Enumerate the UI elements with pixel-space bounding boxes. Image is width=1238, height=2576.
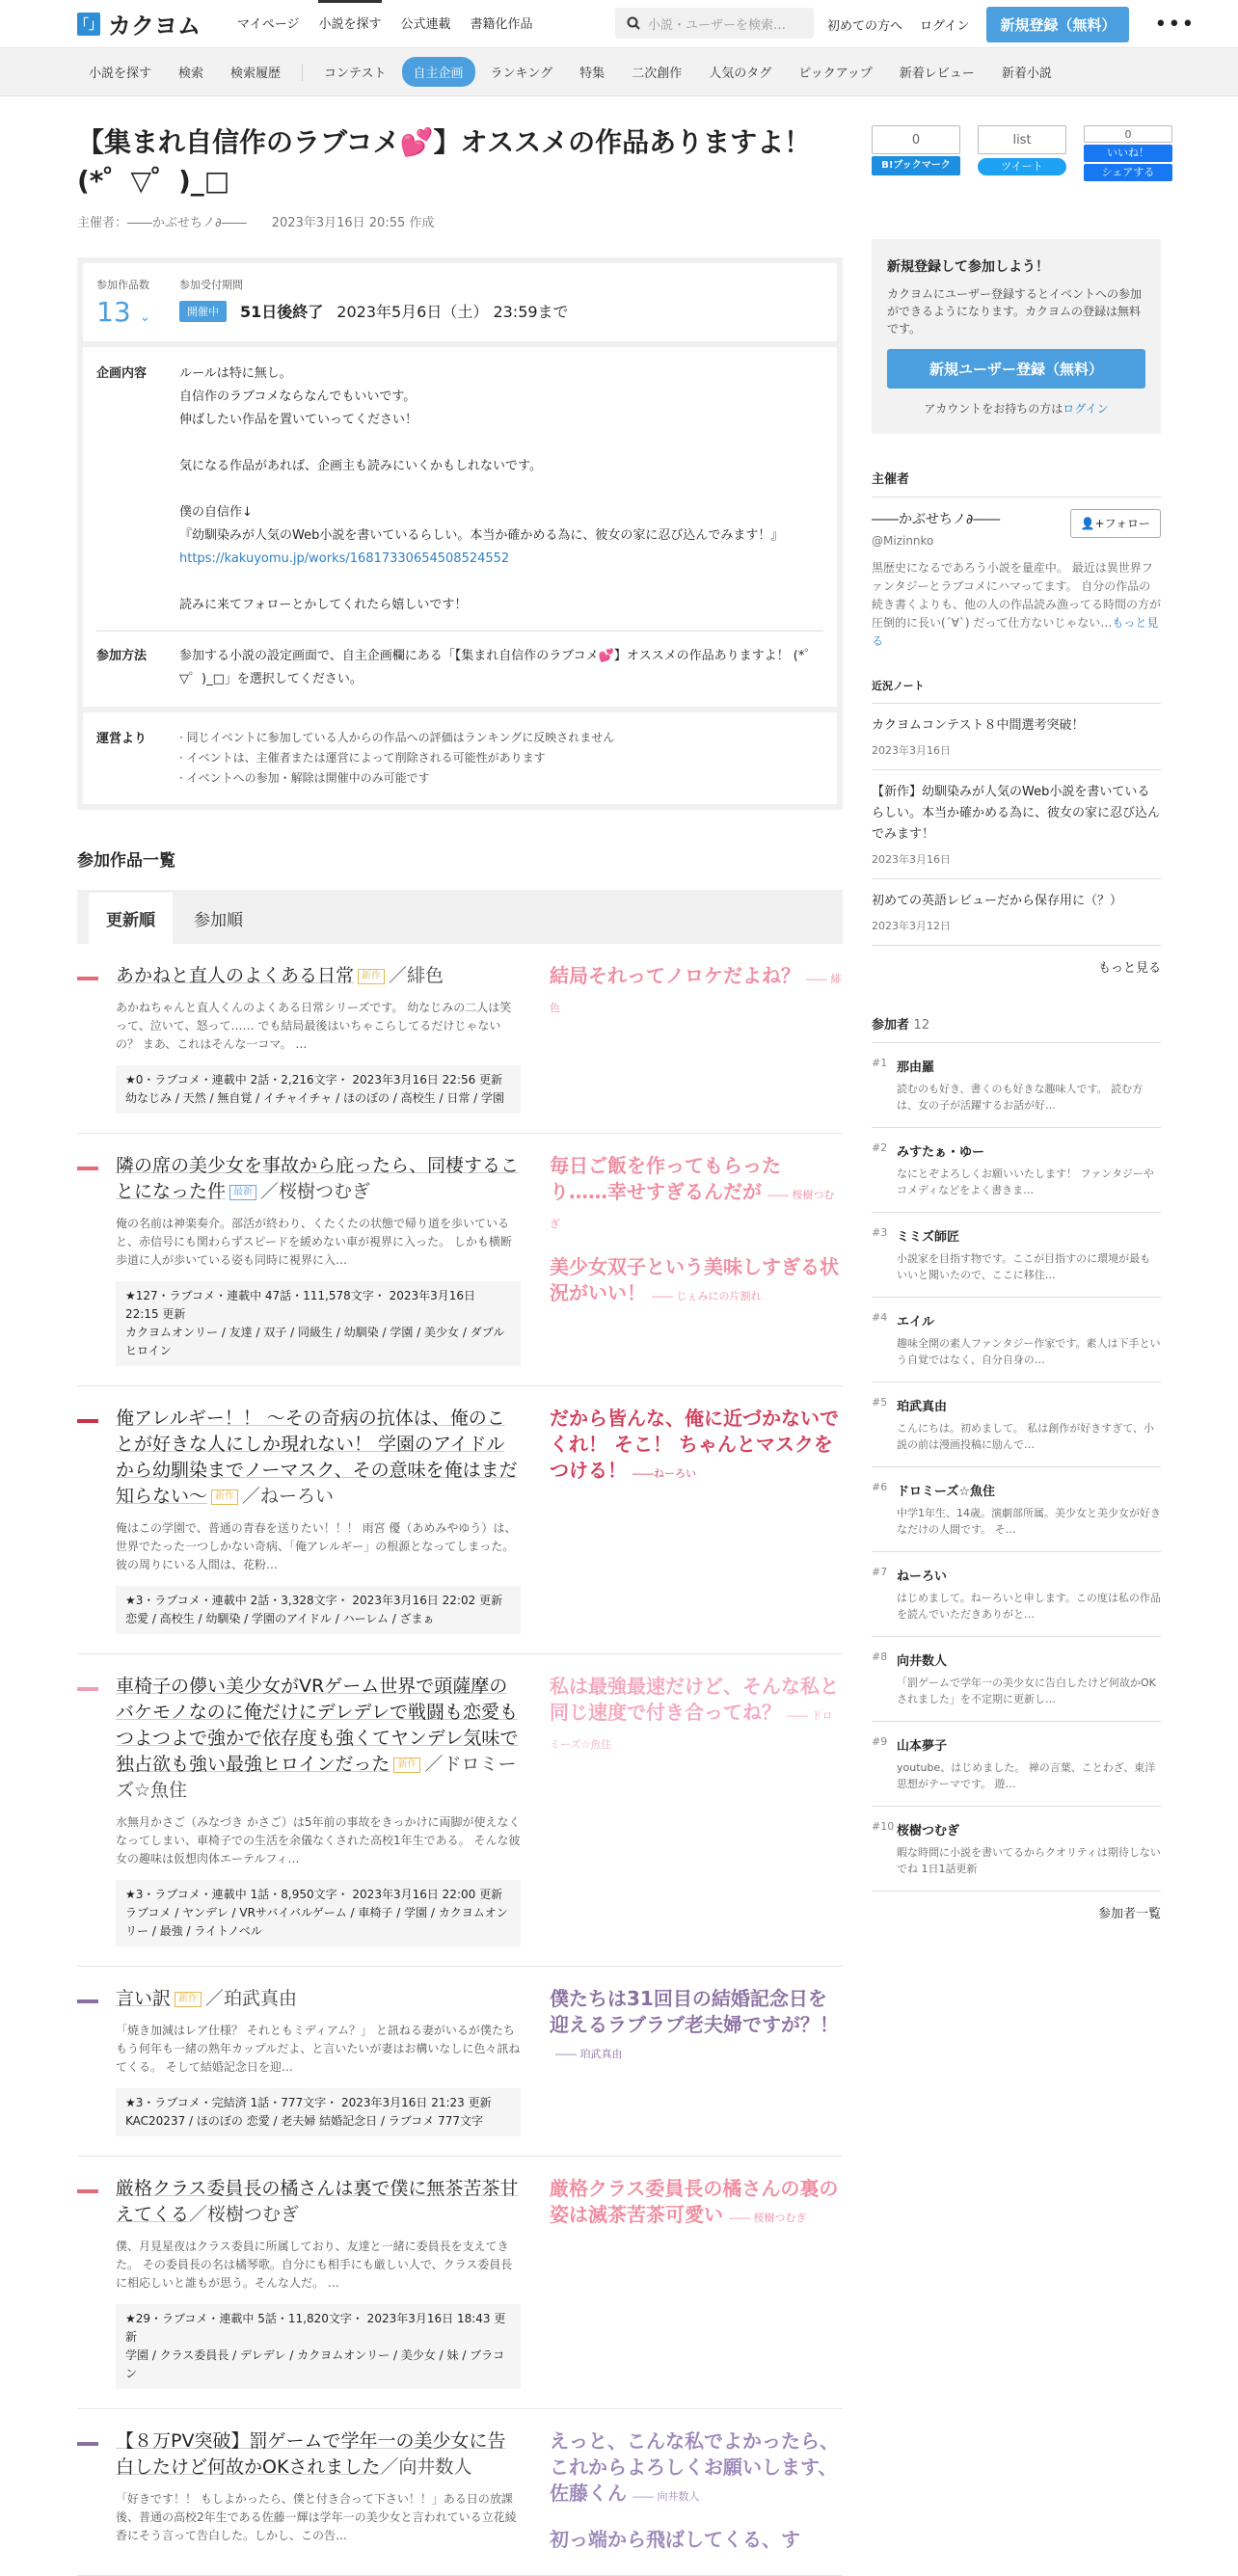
work-stats: ★3・ラブコメ・完結済 1話・777文字・ 2023年3月16日 21:23 更新	[125, 2096, 492, 2109]
work-badge: 新作	[175, 1992, 202, 2007]
host-label: 主催者：	[77, 216, 128, 230]
work-stats: ★0・ラブコメ・連載中 2話・2,216文字・ 2023年3月16日 22:56 更新	[125, 1073, 503, 1087]
participant-item[interactable]	[872, 1467, 1161, 1552]
content-body	[179, 362, 823, 617]
host-name[interactable]: ――かぶせちノ∂――	[872, 512, 1001, 527]
note-title: 初めての英語レビューだから保存用に（？）	[872, 894, 1123, 908]
work-stats: ★3・ラブコメ・連載中 2話・3,328文字・ 2023年3月16日 22:02 更新	[125, 1594, 503, 1607]
main-nav	[228, 0, 543, 48]
chevron-down-icon: ⌄	[139, 309, 151, 325]
subnav-find[interactable]: 小説を探す	[89, 67, 152, 81]
participants-count: 12	[913, 1018, 930, 1033]
work-info	[116, 1586, 521, 1634]
works-heading: 参加作品一覧	[77, 851, 175, 871]
work-summary: 「焼き加減はレア仕様？ それともミディアム？」 と訊ねる妻がいるが僕たちもう何年も一緒の熟年カップルだよ、と言いたいが妻はお構いなしに色々訊ねてくる。 そして結婚記念日を迎…	[116, 2024, 521, 2074]
work-badge: 新作	[211, 1489, 238, 1505]
participant-number: #8	[872, 1650, 888, 1663]
host-link[interactable]: ――かぶせちノ∂――	[127, 216, 247, 230]
work-item	[77, 2157, 843, 2409]
more-menu-icon[interactable]: •••	[1154, 12, 1196, 37]
participant-number: #1	[872, 1057, 888, 1069]
content-line: 自信作のラブコメならなんでもいいです。	[179, 389, 417, 404]
participant-desc: はじめまして。ねーろいと申します。この度は私の作品を読んでいただきありがと…	[897, 1592, 1161, 1621]
content-line: 僕の自信作↓	[179, 505, 253, 520]
work-summary: 水無月かさご（みなづき かさご）は5年前の事故をきっかけに両脚が使えなくなってしまい、車椅子での生活を余儀なくされた高校1年生である。 そんな彼女の趣味は仮想肉体エーテルフィ…	[116, 1815, 521, 1865]
login-link[interactable]: ログイン	[920, 18, 970, 34]
content-line: ルールは特に無し。	[179, 366, 292, 381]
event-meta	[77, 212, 843, 230]
participant-number: #10	[872, 1820, 895, 1833]
subnav-contest[interactable]: コンテスト	[324, 67, 387, 81]
work-title[interactable]: 隣の席の美少女を事故から庇ったら、同棲することになった件	[116, 1155, 520, 1202]
work-author[interactable]: ／緋色	[389, 965, 444, 986]
like-button[interactable]: いいね！	[1084, 145, 1172, 162]
work-tags[interactable]: 幼なじみ / 天然 / 無自覚 / イチャイチャ / ほのぼの / 高校生 / 日常 / 学園	[125, 1091, 504, 1105]
logo[interactable]	[77, 7, 201, 40]
catch-text: 初っ端から飛ばしてくる、す	[550, 2528, 800, 2551]
logo-text: カクヨム	[108, 13, 201, 40]
host-id: @Mizinnko	[872, 534, 934, 548]
work-tags[interactable]: KAC20237 / ほのぼの 恋愛 / 老夫婦 結婚記念日 / ラブコメ 777文字	[125, 2114, 483, 2128]
content-line: 読みに来てフォローとかしてくれたら嬉しいです！	[179, 598, 468, 612]
work-stats: ★29・ラブコメ・連載中 5話・11,820文字・ 2023年3月16日 18:43 更新	[125, 2312, 506, 2344]
op-note: 同じイベントに参加している人からの作品への評価はランキングに反映されません	[186, 731, 615, 744]
work-catchphrase[interactable]	[550, 2176, 843, 2231]
work-summary: 俺はこの学園で、普通の青春を送りたい！！！ 雨宮 優（あめみやゆう）は、世界でたった一つしかない奇病、「俺アレルギー」の根源となってしまった。 彼の周りにいる人間は、花粉…	[116, 1521, 517, 1571]
host-bio: 黒歴史になるであろう小説を量産中。 最近は異世界ファンタジーとラブコメにハマってます。 自分の作品の続き書くよりも、他の人の作品読み漁ってる時間の方が圧倒的に長い(´∀`) だって仕方ないじゃない…	[872, 561, 1162, 630]
search-icon	[627, 16, 640, 30]
catch-text: 毎日ご飯を作ってもらった り……幸せすぎるんだが	[550, 1154, 781, 1203]
participant-item[interactable]	[872, 1637, 1161, 1722]
work-badge: 新作	[358, 969, 385, 984]
notes-list	[872, 704, 1161, 946]
participant-item[interactable]	[872, 1298, 1161, 1382]
participant-number: #2	[872, 1141, 888, 1154]
sidebar-login-link[interactable]: ログイン	[1063, 402, 1109, 416]
catch-text: だから皆んな、俺に近づかないでくれ！ そこ！ ちゃんとマスクをつける！	[550, 1407, 839, 1482]
tab-joined[interactable]: 参加順	[194, 911, 243, 930]
notes-more-link[interactable]: もっと見る	[1097, 961, 1161, 976]
participant-name[interactable]: ミミズ師匠	[897, 1230, 960, 1245]
work-catchphrase[interactable]	[550, 1153, 843, 1237]
event-panel: 参加作品数 13 ⌄ 参加受付期間 開催中 51日後終了 2023年5月6日（土） 23:59まで 企画内容 ルールは特に無し。 自信作のラブコメならなんでもいいです。 伸ばしたい作品を置いていってください！ 気になる作品があれば、企画主も読みにいくかもしれないです。 僕の自信作↓ 『幼馴染みが人気のWeb小説を書いているらしい。本当か確かめる為に、彼女の家に忍び込んでみます！』 https://kakuyomu.jp/works/16817330654508524552 読みに来てフォローとかしてくれたら嬉しいです！ 参加方法 参加する小説の設定画面で、自主企画欄にある「【集まれ自信作のラブコメ💕】オススメの作品ありますよ！ (*゜▽゜)_□」を選択してください。 運営より · 同じイベントに参加している人からの作品への評価はランキングに反映されません · イベントは、主催者または運営によって削除される可能性があります · イベントへの参加・解除は開催中のみ可能です	[77, 257, 843, 810]
work-author[interactable]: ／珀武真由	[205, 1988, 298, 2009]
subnav-feature[interactable]: 特集	[579, 67, 606, 81]
work-tags[interactable]: 恋愛 / 高校生 / 幼馴染 / 学園のアイドル / ハーレム / ざまぁ	[125, 1612, 435, 1625]
op-label: 運営より	[96, 732, 148, 746]
participant-name[interactable]: 珀武真由	[897, 1400, 948, 1414]
work-catchphrase[interactable]	[550, 1674, 843, 1758]
work-color-mark	[77, 1999, 98, 2003]
work-color-mark	[77, 977, 98, 980]
subnav-tags[interactable]: 人気のタグ	[709, 67, 772, 81]
participant-number: #5	[872, 1396, 888, 1409]
catch-author: ―― 緋色	[550, 973, 842, 1014]
participant-item[interactable]	[872, 1213, 1161, 1298]
work-title[interactable]: 言い訳	[116, 1988, 172, 2009]
participant-desc: 趣味全開の素人ファンタジー作家です。素人は下手という自覚ではなく、自分自身の…	[897, 1337, 1161, 1366]
page-title: 【集まれ自信作のラブコメ💕】オススメの作品ありますよ！ (*゜▽゜)_□	[77, 126, 812, 197]
note-item[interactable]	[872, 879, 1161, 946]
period	[179, 277, 569, 322]
nav-find-novels[interactable]: 小説を探す	[309, 0, 390, 48]
subnav-new-novels[interactable]: 新着小説	[1001, 67, 1052, 81]
work-item	[77, 2409, 843, 2576]
work-summary: 僕、月見星夜はクラス委員に所属しており、友達と一緒に委員長を支えてきた。 その委員長の名は橘琴歌。自分にも相手にも厳しい人で、クラス委員長に相応しいと誰もが思う。そんな人だ。 …	[116, 2240, 513, 2290]
work-color-mark	[77, 2189, 98, 2193]
work-catchphrase[interactable]	[550, 1986, 843, 2067]
participant-item[interactable]	[872, 1128, 1161, 1213]
nav-books[interactable]: 書籍化作品	[470, 16, 533, 32]
login-text: アカウントをお持ちの方は	[924, 402, 1063, 416]
method-label: 参加方法	[96, 649, 148, 663]
count-label: 参加作品数	[96, 279, 149, 291]
host-heading: 主催者	[872, 472, 910, 487]
participant-item[interactable]	[872, 1043, 1161, 1128]
work-item	[77, 1654, 843, 1967]
catch-text: 厳格クラス委員長の橘さんの裏の姿は滅茶苦茶可愛い	[550, 2177, 839, 2226]
follow-button[interactable]	[1070, 509, 1161, 538]
logo-mark: 「」	[77, 13, 100, 36]
catch-author: ―― 桜樹つむぎ	[729, 2212, 807, 2224]
work-summary: 俺の名前は神楽奏介。部活が終わり、くたくたの状態で帰り道を歩いていると、赤信号にも関わらずスピードを緩めない車が視界に入った。 しかも横断歩道に人が歩いている姿も同時に視界に入…	[116, 1217, 512, 1267]
catch-text: 僕たちは31回目の結婚記念日を迎えるラブラブ老夫婦ですが？！	[550, 1987, 839, 2036]
participant-name[interactable]: エイル	[897, 1315, 935, 1329]
subnav-new-reviews[interactable]: 新着レビュー	[899, 67, 975, 81]
hatena-bookmark-button[interactable]: B!ブックマーク	[872, 156, 960, 175]
count-value: 13	[96, 296, 131, 328]
work-item	[77, 944, 843, 1134]
fb-share-button[interactable]: シェアする	[1084, 164, 1172, 181]
work-author[interactable]: ／桜樹つむぎ	[260, 1181, 371, 1202]
work-catchphrase[interactable]	[550, 963, 843, 1021]
work-title[interactable]: あかねと直人のよくある日常	[116, 965, 355, 986]
work-author[interactable]: ／向井数人	[380, 2456, 472, 2478]
work-catchphrase[interactable]	[550, 2428, 843, 2509]
sub-nav	[0, 48, 1238, 96]
catch-author: ―― 向井数人	[632, 2490, 700, 2503]
participant-item[interactable]	[872, 1552, 1161, 1637]
join-text: カクヨムにユーザー登録するとイベントへの参加ができるようになります。カクヨムの登録は無料です。	[887, 287, 1143, 335]
tab-updated[interactable]: 更新順	[89, 893, 173, 944]
first-time-link[interactable]: 初めての方へ	[827, 18, 903, 34]
subnav-search[interactable]: 検索	[178, 67, 204, 81]
work-item	[77, 1386, 843, 1654]
participant-number: #7	[872, 1566, 888, 1578]
sidebar	[872, 120, 1161, 1921]
participant-name[interactable]: 那由羅	[897, 1060, 935, 1075]
subnav-ranking[interactable]: ランキング	[490, 67, 553, 81]
op-note: イベントへの参加・解除は開催中のみ可能です	[186, 771, 430, 785]
participant-name[interactable]: 向井数人	[897, 1654, 948, 1669]
catch-author: ―― 珀武真由	[555, 2048, 623, 2060]
note-item[interactable]	[872, 704, 1161, 770]
work-color-mark	[77, 1167, 98, 1170]
method-body: 参加する小説の設定画面で、自主企画欄にある「【集まれ自信作のラブコメ💕】オススメの作品ありますよ！ (*゜▽゜)_□」を選択してください。	[179, 649, 818, 686]
status-badge: 開催中	[179, 301, 227, 322]
bookmark-count: 0	[872, 125, 960, 154]
participant-name[interactable]: 山本夢子	[897, 1739, 948, 1754]
works-list	[77, 944, 843, 2576]
global-header	[0, 0, 1238, 48]
work-stats: ★3・ラブコメ・連載中 1話・8,950文字・ 2023年3月16日 22:00 更新	[125, 1888, 503, 1901]
list-count: list	[978, 125, 1066, 154]
work-badge: 新作	[393, 1758, 420, 1773]
work-item	[77, 1967, 843, 2157]
content-line: 気になる作品があれば、企画主も読みにいくかもしれないです。	[179, 459, 542, 473]
like-count: 0	[1084, 125, 1172, 143]
work-catchphrase[interactable]	[550, 1254, 843, 1309]
catch-author: ―― じぇみにの片割れ	[652, 1290, 762, 1302]
note-title: カクヨムコンテスト８中間選考突破！	[872, 718, 1085, 733]
subnav-fanfic[interactable]: 二次創作	[632, 67, 683, 81]
op-note: イベントは、主催者または運営によって削除される可能性があります	[186, 751, 546, 765]
work-title[interactable]: 【８万PV突破】罰ゲームで学年一の美少女に告白したけど何故かOKされました	[116, 2430, 506, 2478]
nav-mypage[interactable]: マイページ	[237, 16, 300, 32]
participant-number: #4	[872, 1311, 888, 1324]
content-line	[179, 478, 823, 501]
participants-list	[872, 1043, 1161, 1892]
main-column	[77, 120, 843, 2576]
work-catchphrase[interactable]	[550, 2527, 843, 2556]
note-date: 2023年3月16日	[872, 853, 951, 866]
work-color-mark	[77, 1687, 98, 1691]
participant-name[interactable]: ねーろい	[897, 1570, 948, 1584]
user-plus-icon: 👤+	[1080, 517, 1105, 530]
work-badge: 最新	[229, 1185, 256, 1200]
participant-desc: youtube、はじめました。 禅の言葉、ことわざ、東洋思想がテーマです。 遊…	[897, 1761, 1156, 1790]
work-stats: ★127・ラブコメ・連載中 47話・111,578文字・ 2023年3月16日 22:15 更新	[125, 1289, 476, 1321]
participant-number: #3	[872, 1226, 888, 1239]
catch-text: えっと、こんな私でよかったら、これからよろしくお願いします、佐藤くん	[550, 2429, 839, 2505]
catch-author: ―― ドロミーズ☆魚住	[550, 1709, 833, 1751]
remaining: 51日後終了	[240, 303, 324, 321]
work-catchphrase[interactable]	[550, 1406, 843, 1487]
works-tabs	[77, 890, 843, 944]
join-title: 新規登録して参加しよう！	[887, 259, 1049, 275]
content-label: 企画内容	[96, 366, 148, 381]
work-author[interactable]: ／ねーろい	[242, 1486, 335, 1507]
nav-official[interactable]: 公式連載	[400, 16, 451, 32]
bio-more-link[interactable]: もっと見る	[872, 616, 1159, 648]
participant-item[interactable]	[872, 1722, 1161, 1807]
participant-desc: こんにちは。初めまして。 私は創作が好きすぎて、小説の前は漫画投稿に励んで…	[897, 1422, 1155, 1451]
participants-more-link[interactable]: 参加者一覧	[1097, 1907, 1161, 1921]
signup-button[interactable]: 新規ユーザー登録（無料）	[887, 349, 1145, 389]
register-button[interactable]: 新規登録（無料）	[986, 7, 1129, 42]
participants-heading: 参加者	[872, 1018, 910, 1033]
participant-desc: 「罰ゲームで学年一の美少女に告白したけど何故かOKされました」を不定期に更新し…	[897, 1677, 1156, 1705]
work-info	[116, 1065, 521, 1114]
participant-desc: 中学1年生、14歳。演劇部所属。美少女と美少女が好きなだけの人間です。 そ…	[897, 1507, 1161, 1536]
work-summary: 「好きです！！ もしよかったら、僕と付き合って下さい！！」ある日の放課後、普通の高校2年生である佐藤一輝は学年一の美少女と言われている立花綾香にそう言って告白した。しかし、この告…	[116, 2492, 517, 2542]
notes-heading: 近況ノート	[872, 680, 925, 692]
work-color-mark	[77, 2442, 98, 2446]
catch-text: 私は最強最速だけど、そんな私と同じ速度で付き合ってね？	[550, 1675, 839, 1724]
participant-number: #6	[872, 1481, 888, 1493]
work-summary: あかねちゃんと直人くんのよくある日常シリーズです。 幼なじみの二人は笑って、泣いて、怒って…… でも結局最後はいちゃこらしてるだけじゃないの？ まあ、これはそんな一コマ。 …	[116, 1001, 512, 1051]
note-item[interactable]	[872, 770, 1161, 879]
content-line	[179, 432, 823, 455]
catch-text: 結局それってノロケだよね？	[550, 964, 800, 987]
work-info	[116, 2088, 521, 2136]
work-title[interactable]: 厳格クラス委員長の橘さんは裏で僕に無茶苦茶甘えてくる	[116, 2178, 519, 2225]
participant-number: #9	[872, 1735, 888, 1748]
catch-author: ――ねーろい	[632, 1467, 696, 1480]
participant-name[interactable]: 桜樹つむぎ	[897, 1824, 960, 1838]
work-title[interactable]: 俺アレルギー！！ ～その奇病の抗体は、俺のことが好きな人にしか現れない！ 学園のアイドルから幼馴染までノーマスク、その意味を俺はまだ知らない～	[116, 1408, 518, 1507]
work-info	[116, 2304, 521, 2389]
work-item	[77, 1134, 843, 1386]
work-tags[interactable]: 学園 / クラス委員長 / デレデレ / カクヨムオンリー / 美少女 / 妹 / ブラコン	[125, 2348, 505, 2380]
created-date: 2023年3月16日 20:55 作成	[271, 216, 435, 230]
work-title[interactable]: 車椅子の儚い美少女がVRゲーム世界で頭薩摩のバケモノなのに俺だけにデレデレで戦闘も恋愛もつよつよで強かで依存度も強くてヤンデレ気味で独占欲も強い最強ヒロインだった	[116, 1676, 519, 1775]
work-info	[116, 1281, 521, 1366]
subnav-pickup[interactable]: ピックアップ	[798, 67, 873, 81]
follow-label: フォロー	[1104, 517, 1150, 530]
work-author[interactable]: ／ドロミーズ☆魚住	[116, 1754, 517, 1801]
participant-name[interactable]: ドロミーズ☆魚住	[897, 1485, 996, 1499]
tweet-button[interactable]: ツイート	[978, 158, 1066, 175]
search-placeholder: 小説・ユーザーを検索…	[648, 17, 787, 33]
catch-text: 美少女双子という美味しすぎる状況がいい！	[550, 1255, 839, 1304]
participant-item[interactable]	[872, 1807, 1161, 1892]
work-author[interactable]: ／桜樹つむぎ	[189, 2204, 300, 2225]
note-date: 2023年3月16日	[872, 744, 951, 757]
catch-author: ―― 桜樹つむぎ	[550, 1189, 835, 1230]
subnav-history[interactable]: 検索履歴	[230, 67, 282, 81]
content-link[interactable]: https://kakuyomu.jp/works/16817330654508524552	[179, 551, 510, 566]
note-title: 【新作】幼馴染みが人気のWeb小説を書いているらしい。本当か確かめる為に、彼女の家に忍び込んでみます！	[872, 785, 1161, 842]
note-date: 2023年3月12日	[872, 920, 951, 932]
participant-item[interactable]	[872, 1382, 1161, 1467]
search-input[interactable]	[615, 8, 814, 39]
content-line: 伸ばしたい作品を置いていってください！	[179, 413, 418, 427]
subnav-user-events[interactable]: 自主企画	[402, 57, 475, 87]
divider	[302, 64, 303, 81]
participant-desc: 小説家を目指す物です。ここが目指すのに環境が最もいいと聞いたので、ここに移住…	[897, 1252, 1151, 1281]
participant-desc: 読むのも好き、書くのも好きな趣味人です。 読む方は、女の子が活躍するお話が好…	[897, 1083, 1144, 1112]
work-tags[interactable]: ラブコメ / ヤンデレ / VRサバイバルゲーム / 車椅子 / 学園 / カクヨムオンリー / 最強 / ライトノベル	[125, 1906, 508, 1938]
participant-count[interactable]	[96, 277, 179, 328]
join-box	[872, 239, 1161, 434]
work-info	[116, 1880, 521, 1946]
participant-desc: なにとぞよろしくお願いいたします！ ファンタジーやコメディなどをよく書きま…	[897, 1167, 1154, 1196]
content-line: 『幼馴染みが人気のWeb小説を書いているらしい。本当か確かめる為に、彼女の家に忍び込んでみます！』	[179, 528, 784, 543]
share-buttons	[872, 125, 1172, 181]
work-tags[interactable]: カクヨムオンリー / 友達 / 双子 / 同級生 / 幼馴染 / 学園 / 美少女 / ダブルヒロイン	[125, 1326, 505, 1357]
work-color-mark	[77, 1419, 98, 1423]
deadline: 2023年5月6日（土） 23:59まで	[336, 303, 569, 321]
period-label: 参加受付期間	[179, 279, 243, 291]
participant-desc: 暇な時間に小説を書いてるからクオリティは期待しないでね 1日1話更新	[897, 1846, 1161, 1875]
participant-name[interactable]: みすたぁ・ゆー	[897, 1145, 985, 1160]
